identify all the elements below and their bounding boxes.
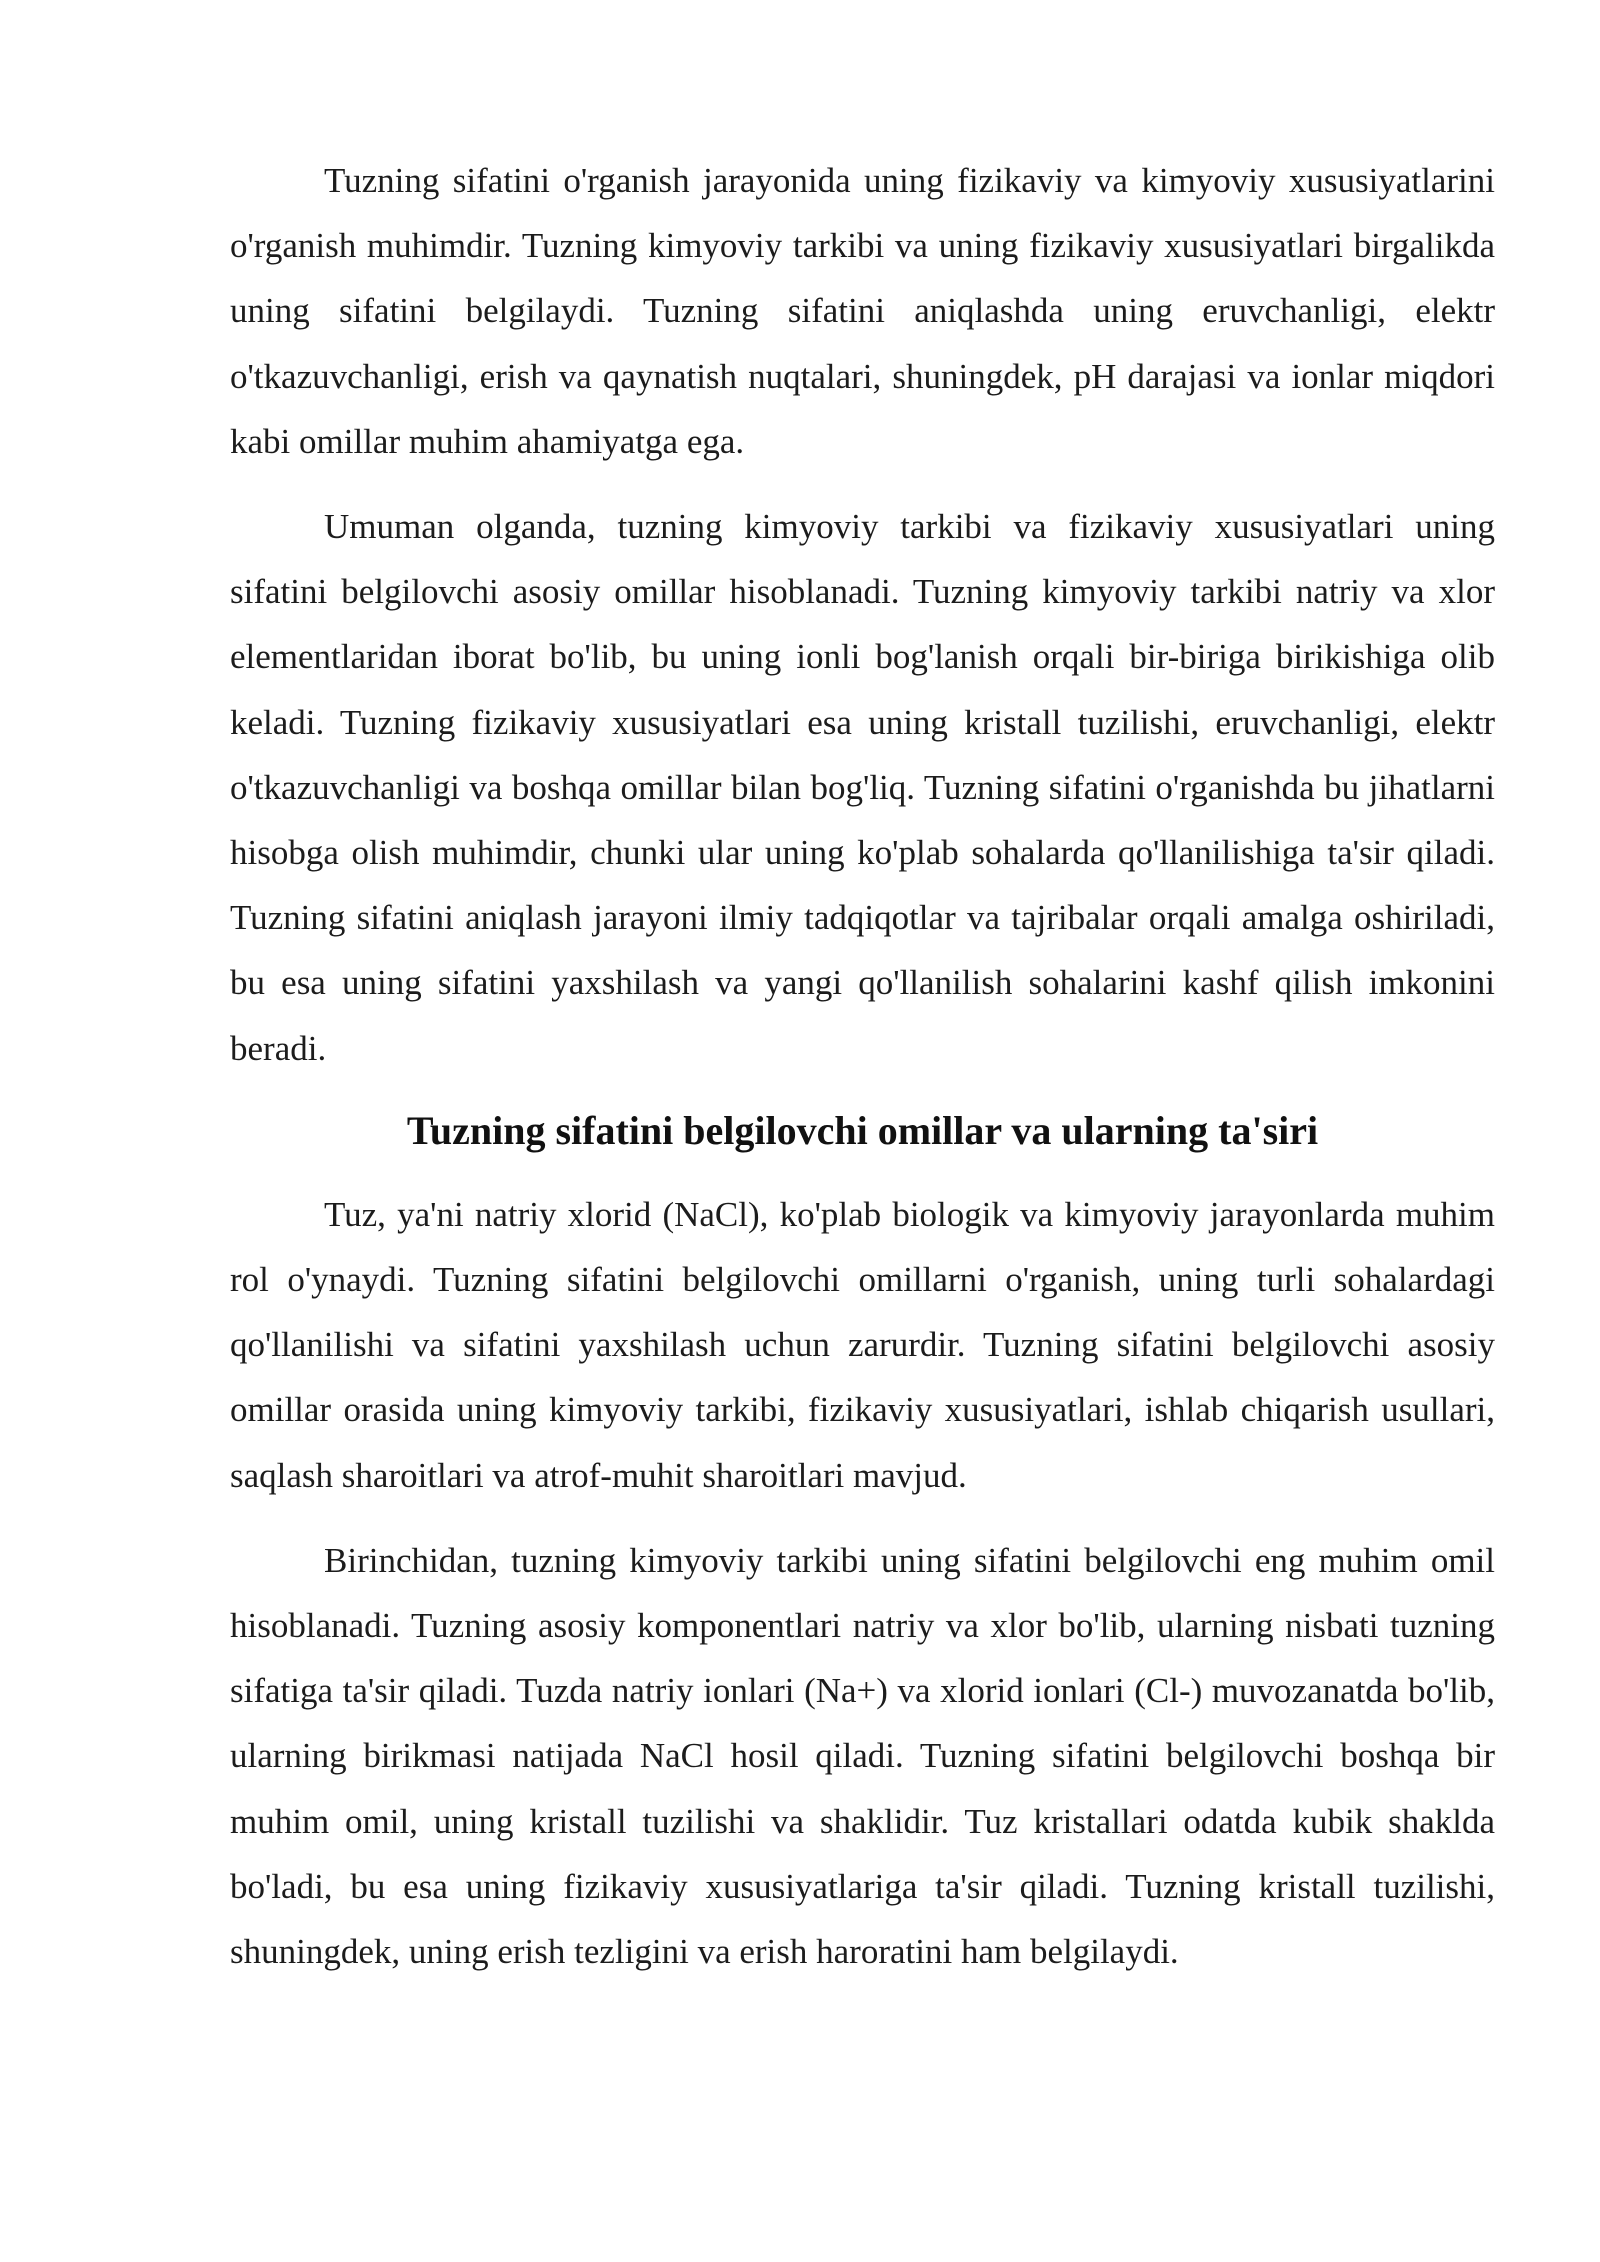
paragraph-factors: Tuz, ya'ni natriy xlorid (NaCl), ko'plab biologik va kimyoviy jarayonlarda muhim rol o'ynaydi. Tuzning sifatini belgilovchi omillarni o'rganish, uning turli sohalardagi qo'llanilishi va sifatini yaxshilash uchun zarurdir. Tuzning sifatini belgilovchi asosiy omillar orasida uning kimyoviy tarkibi, fizikaviy xususiyatlari, ishlab chiqarish usullari, saqlash sharoitlari va atrof-muhit sharoitlari mavjud. [230, 1194, 1495, 1495]
document-page [230, 148, 1495, 2004]
section-heading: Tuzning sifatini belgilovchi omillar va ularning ta'siri [406, 1107, 1319, 1153]
paragraph-summary: Umuman olganda, tuzning kimyoviy tarkibi va fizikaviy xususiyatlari uning sifatini belgilovchi asosiy omillar hisoblanadi. Tuzning kimyoviy tarkibi natriy va xlor elementlaridan iborat bo'lib, bu uning ionli bog'lanish orqali bir-biriga birikishiga olib keladi. Tuzning fizikaviy xususiyatlari esa uning kristall tuzilishi, eruvchanligi, elektr o'tkazuvchanligi va boshqa omillar bilan bog'liq. Tuzning sifatini o'rganishda bu jihatlarni hisobga olish muhimdir, chunki ular uning ko'plab sohalarda qo'llanilishiga ta'sir qiladi. Tuzning sifatini aniqlash jarayoni ilmiy tadqiqotlar va tajribalar orqali amalga oshiriladi, bu esa uning sifatini yaxshilash va yangi qo'llanilish sohalarini kashf qilish imkonini beradi. [230, 507, 1495, 1068]
paragraph-composition: Birinchidan, tuzning kimyoviy tarkibi uning sifatini belgilovchi eng muhim omil hisoblanadi. Tuzning asosiy komponentlari natriy va xlor bo'lib, ularning nisbati tuzning sifatiga ta'sir qiladi. Tuzda natriy ionlari (Na+) va xlorid ionlari (Cl-) muvozanatda bo'lib, ularning birikmasi natijada NaCl hosil qiladi. Tuzning sifatini belgilovchi boshqa bir muhim omil, uning kristall tuzilishi va shaklidir. Tuz kristallari odatda kubik shaklda bo'ladi, bu esa uning fizikaviy xususiyatlariga ta'sir qiladi. Tuzning kristall tuzilishi, shuningdek, uning erish tezligini va erish haroratini ham belgilaydi. [230, 1540, 1495, 1972]
paragraph-intro: Tuzning sifatini o'rganish jarayonida uning fizikaviy va kimyoviy xususiyatlarini o'rganish muhimdir. Tuzning kimyoviy tarkibi va uning fizikaviy xususiyatlari birgalikda uning sifatini belgilaydi. Tuzning sifatini aniqlashda uning eruvchanligi, elektr o'tkazuvchanligi, erish va qaynatish nuqtalari, shuningdek, pH darajasi va ionlar miqdori kabi omillar muhim ahamiyatga ega. [230, 161, 1495, 461]
